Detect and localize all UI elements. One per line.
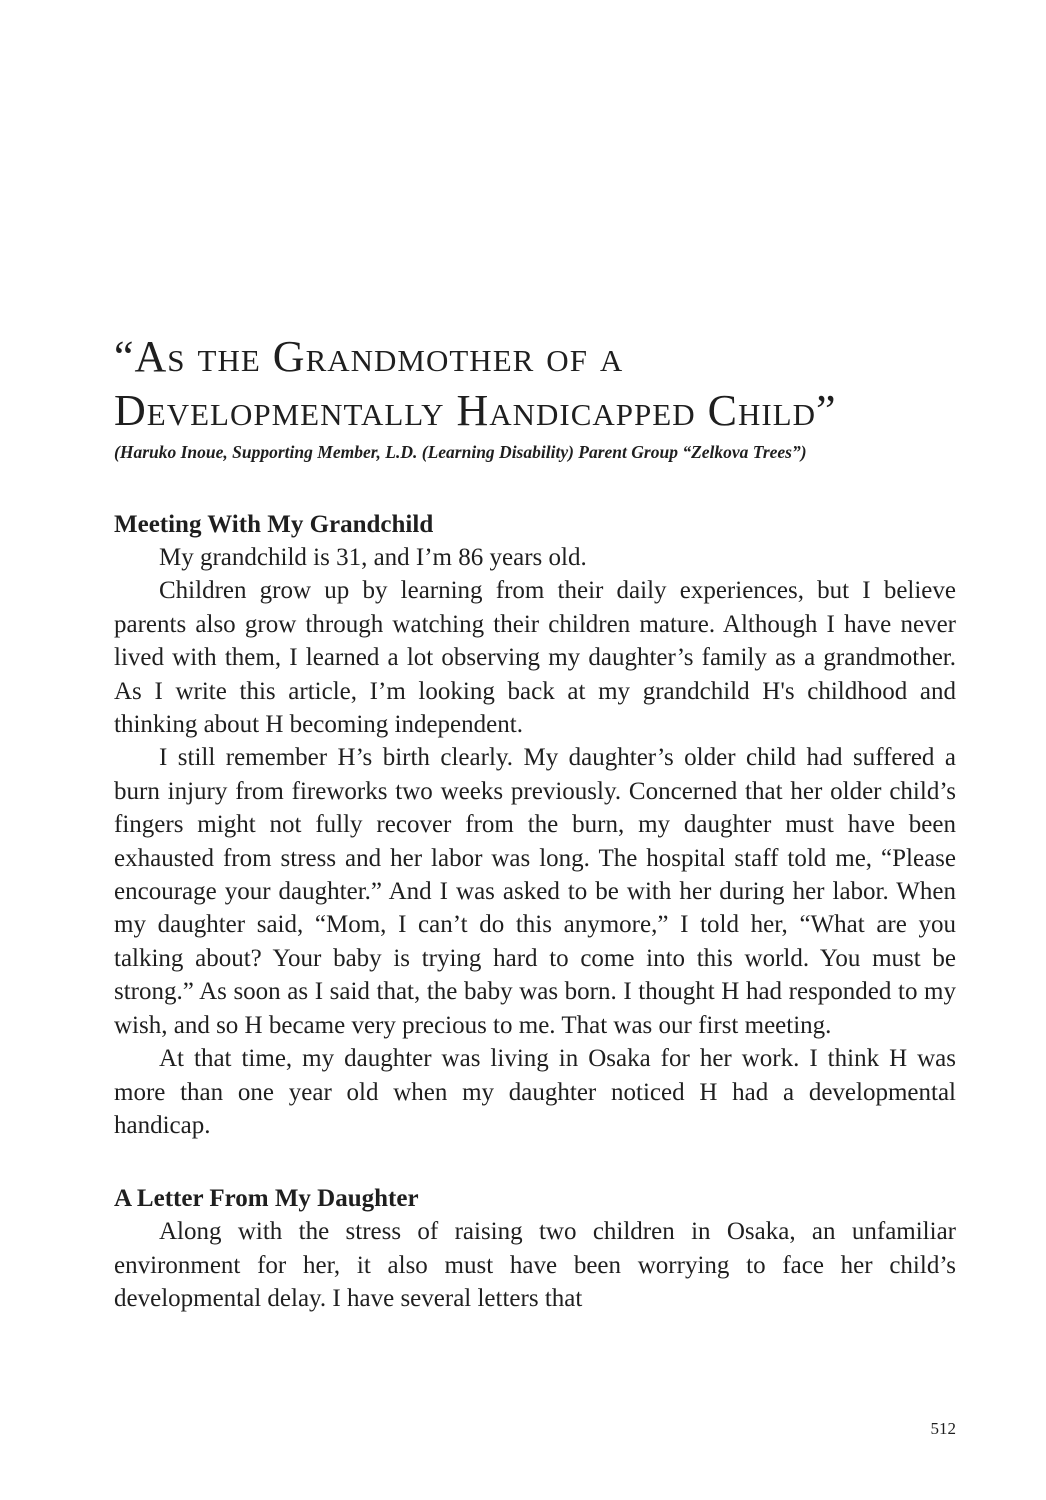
article <box>114 330 956 1316</box>
section-meeting-with-my-grandchild <box>114 508 956 1142</box>
paragraph: I still remember H’s birth clearly. My daughter’s older child had suffered a burn injury from fireworks two weeks previously. Concerned that her older child’s fingers might not fully recover from the burn, my daughter must have been exhausted from stress and her labor was long. The hospital staff told me, “Please encourage your daughter.” And I was asked to be with her during her labor. When my daughter said, “Mom, I can’t do this anymore,” I told her, “What are you talking about? Your baby is trying hard to come into this world. You must be strong.” As soon as I said that, the baby was born. I thought H had responded to my wish, and so H became very precious to me. That was our first meeting. <box>114 744 956 1039</box>
article-title-line-2: Developmentally Handicapped Child” <box>114 386 837 435</box>
article-byline: (Haruko Inoue, Supporting Member, L.D. (Learning Disability) Parent Group “Zelkova Trees”) <box>114 442 807 462</box>
paragraph: Along with the stress of raising two children in Osaka, an unfamiliar environment for her, it also must have been worrying to face her child’s developmental delay. I have several letters that <box>114 1218 956 1313</box>
article-title-line-1: “As the Grandmother of a <box>114 332 624 381</box>
paragraph: Children grow up by learning from their daily experiences, but I believe parents also grow through watching their children mature. Although I have never lived with them, I learned a lot observing my daughter’s family as a grandmother. As I write this article, I’m looking back at my grandchild H's childhood and thinking about H becoming independent. <box>114 577 956 739</box>
section-heading: Meeting With My Grandchild <box>114 511 434 538</box>
section-heading: A Letter From My Daughter <box>114 1185 419 1213</box>
section-a-letter-from-my-daughter <box>114 1182 956 1315</box>
paragraph: My grandchild is 31, and I’m 86 years old. <box>159 544 587 571</box>
article-title <box>114 330 956 438</box>
page-number: 512 <box>930 1419 956 1438</box>
paragraph: At that time, my daughter was living in Osaka for her work. I think H was more than one year old when my daughter noticed H had a developmental handicap. <box>114 1045 956 1139</box>
